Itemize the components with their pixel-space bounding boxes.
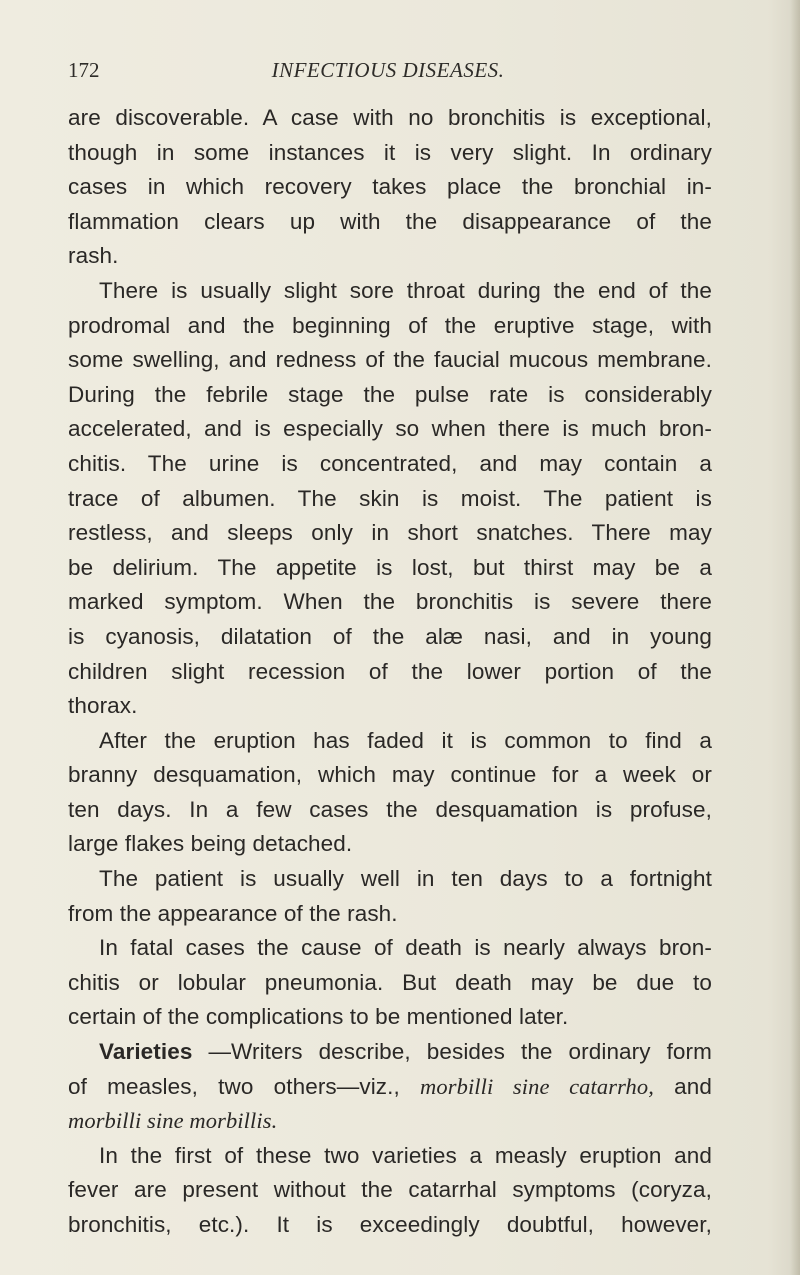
paragraph <box>68 724 712 862</box>
text-line: though in some instances it is very slight. In ordinary <box>68 139 712 165</box>
italic-term: morbilli sine morbillis. <box>68 1108 278 1134</box>
text-line: branny desquamation, which may continue for a week or <box>68 762 712 788</box>
text-line: thorax. <box>68 693 138 719</box>
text-line: children slight recession of the lower portion of the <box>68 658 712 684</box>
text-run: —Writers describe, besides the ordinary form <box>192 1039 712 1065</box>
text-line <box>68 1104 712 1139</box>
page-header <box>68 58 708 88</box>
text-line: bronchitis, etc.). It is exceedingly doubtful, however, <box>68 1212 712 1237</box>
paragraph <box>68 931 712 1035</box>
italic-term: morbilli sine catarrho, <box>420 1073 654 1099</box>
text-line: from the appearance of the rash. <box>68 900 398 926</box>
varieties-paragraph <box>68 1035 712 1139</box>
text-run: and <box>653 1073 712 1099</box>
text-line: cases in which recovery takes place the bronchial in- <box>68 174 712 200</box>
text-line: marked symptom. When the bronchitis is severe there <box>68 589 712 615</box>
text-line: rash. <box>68 243 119 269</box>
text-line: large flakes being detached. <box>68 831 353 857</box>
text-line: The patient is usually well in ten days to a fortnight <box>99 866 712 892</box>
body-text <box>68 101 712 1243</box>
text-line: flammation clears up with the disappearance of the <box>68 208 712 234</box>
page-edge-shadow <box>790 0 800 1275</box>
text-line: some swelling, and redness of the faucial mucous membrane. <box>68 347 712 373</box>
paragraph <box>68 274 712 724</box>
text-line: accelerated, and is especially so when there is much bron- <box>68 416 712 442</box>
text-line: After the eruption has faded it is common to find a <box>99 727 712 753</box>
text-line: In fatal cases the cause of death is nearly always bron- <box>99 935 712 961</box>
text-line: ten days. In a few cases the desquamation is profuse, <box>68 796 712 822</box>
text-line: prodromal and the beginning of the eruptive stage, with <box>68 312 712 338</box>
text-line: During the febrile stage the pulse rate is considerably <box>68 381 712 407</box>
text-line: are discoverable. A case with no bronchitis is exceptional, <box>68 105 712 130</box>
section-heading: Varieties <box>99 1039 193 1065</box>
text-line: trace of albumen. The skin is moist. The patient is <box>68 485 712 511</box>
text-line: restless, and sleeps only in short snatches. There may <box>68 520 712 546</box>
text-line: chitis. The urine is concentrated, and may contain a <box>68 450 712 476</box>
text-line: is cyanosis, dilatation of the alæ nasi, and in young <box>68 623 712 649</box>
text-line <box>68 1070 712 1105</box>
text-line: There is usually slight sore throat during the end of the <box>99 277 712 303</box>
text-line: fever are present without the catarrhal symptoms (coryza, <box>68 1177 712 1203</box>
paragraph <box>68 1139 712 1243</box>
text-line: certain of the complications to be mentioned later. <box>68 1004 569 1030</box>
text-run: of measles, two others—viz., <box>68 1073 421 1099</box>
text-line <box>68 1035 712 1070</box>
running-head: INFECTIOUS DISEASES. <box>271 58 505 82</box>
text-line: chitis or lobular pneumonia. But death may be due to <box>68 969 712 995</box>
paragraph <box>68 101 712 274</box>
paragraph <box>68 862 712 931</box>
text-line: In the first of these two varieties a measly eruption and <box>99 1142 712 1168</box>
text-line: be delirium. The appetite is lost, but thirst may be a <box>68 554 712 580</box>
page-number: 172 <box>68 58 100 82</box>
